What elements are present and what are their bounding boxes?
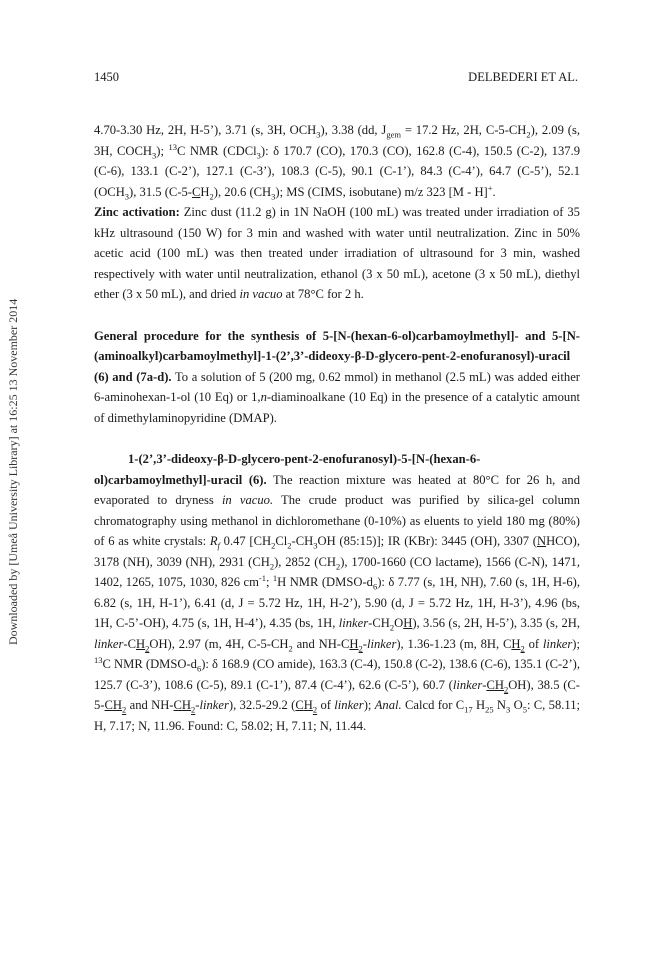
page-number: 1450 — [94, 70, 119, 84]
general-procedure-paragraph: General procedure for the synthesis of 5-[N-(hexan-6-ol)carbamoylmethyl]- and 5-[N-(aminoalkyl)carbamoylmethyl]-1-(2’,3’-dideoxy-β-D-glycero-pent-2-enofuranosyl)-uracil (6) and (7a-d). To a solution of 5 (200 mg, 0.62 mmol) in methanol (2.5 mL) was added either 6-aminohexan-1-ol (10 Eq) or 1,n-diaminoalkane (10 Eq) in the presence of a catalytic amount of dimethylaminopyridine (DMAP). — [94, 328, 580, 425]
zinc-activation-heading: Zinc activation: — [94, 205, 180, 219]
compound-6-heading: 1-(2’,3’-dideoxy-β-D-glycero-pent-2-enofuranosyl)-5-[N-(hexan-6-ol)carbamoylmethyl]-uracil (6). — [94, 452, 481, 487]
zinc-activation-paragraph: Zinc activation: Zinc dust (11.2 g) in 1N NaOH (100 mL) was treated under irradiation of 35 kHz ultrasound (150 W) for 3 min and washed with water until neutralization. Zinc in 50% acetic acid (100 mL) was then treated under irradiation of ultrasound for 3 min, washed respectively with water until neutralization, ethanol (3 x 50 mL), acetone (3 x 50 mL), diethyl ether (3 x 50 mL), and dried in vacuo at 78°C for 2 h. — [94, 205, 580, 301]
article-body — [94, 120, 580, 736]
nmr-continuation-paragraph: 4.70-3.30 Hz, 2H, H-5’), 3.71 (s, 3H, $OCH_3$), 3.38 (dd, $J_{gem} = 17.2$ Hz, 2H, $C-5-CH_2$), 2.09 (s, 3H, $COCH_3$); $^{13}$C NMR (CDCl$_3$): δ 170.7 (CO), 170.3 (CO), 162.8 (C-4), 150.5 (C-2), 137.9 (C-6), 133.1 (C-2’), 127.1 (C-3’), 108.3 (C-5), 90.1 (C-1’), 84.3 (C-4’), 64.7 (C-5’), 52.1 $(OCH_3)$, 31.5 $(C-5-CH_2)$, 20.6 $(CH_3)$; MS (CIMS, isobutane) m/z 323 [M - H]+. — [94, 123, 581, 202]
download-watermark-text: Downloaded by [Umeå University Library] at 16:25 13 November 2014 — [6, 298, 20, 645]
general-procedure-heading: General procedure for the synthesis of 5-[N-(hexan-6-ol)carbamoylmethyl]- and 5-[N-(aminoalkyl)carbamoylmethyl]-1-(2’,3’-dideoxy-β-D-glycero-pent-2-enofuranosyl)-uracil (6) and (7a-d). — [94, 328, 580, 384]
compound-6-paragraph: 1-(2’,3’-dideoxy-β-D-glycero-pent-2-enofuranosyl)-5-[N-(hexan-6-ol)carbamoylmethyl]-uracil (6). The reaction mixture was heated at 80°C for 26 h, and evaporated to dryness in vacuo. The crude product was purified by silica-gel column chromatography using methanol in dichloromethane (0-10%) as eluents to yield 180 mg (80%) of 6 as white crystals: $R_f$ 0.47 [$CH_2Cl_2-CH_3OH$ (85:15)]; IR (KBr): 3445 (OH), 3307 (NHCO), 3178 (NH), 3039 (NH), 2931 $(CH_2)$, 2852 $(CH_2)$, 1700-1660 (CO lactame), 1566 (C-N), 1471, 1402, 1265, 1075, 1030, 826 $cm^{-1}$; $^1$H NMR $(DMSO-d_6)$: δ 7.77 (s, 1H, NH), 7.60 (s, 1H, H-6), 6.82 (s, 1H, H-1’), 6.41 (d, J = 5.72 Hz, 1H, H-2’), 5.90 (d, J = 5.72 Hz, 1H, H-3’), 4.96 (bs, 1H, C-5’-OH), 4.75 (s, 1H, H-4’), 4.35 (bs, 1H, linker-$CH_2OH$), 3.56 (s, 2H, H-5’), 3.35 (s, 2H, linker-$CH_2OH$), 2.97 (m, 4H, $C-5-CH_2$ and $NH-CH_2-linker$), 1.36-1.23 (m, 8H, $CH_2$ of linker); $^{13}$C NMR $(DMSO-d_6)$: δ 168.9 (CO amide), 163.3 (C-4), 150.8 (C-2), 138.6 (C-6), 135.1 (C-2’), 125.7 (C-3’), 108.6 (C-5), 89.1 (C-1’), 87.4 (C-4’), 62.6 (C-5’), 60.7 $(linker-CH_2OH)$, 38.5 ($C-5-CH_2$ and $NH-CH_2-linker$), 32.5-29.2 ($CH_2$ of linker); Anal. Calcd for $C_{17}$ $H_{25}$ $N_3$ $O_5$: C, 58.11; H, 7.17; N, 11.96. Found: C, 58.02; H, 7.11; N, 11.44. — [94, 452, 581, 733]
running-head-authors: DELBEDERI ET AL. — [468, 70, 578, 84]
